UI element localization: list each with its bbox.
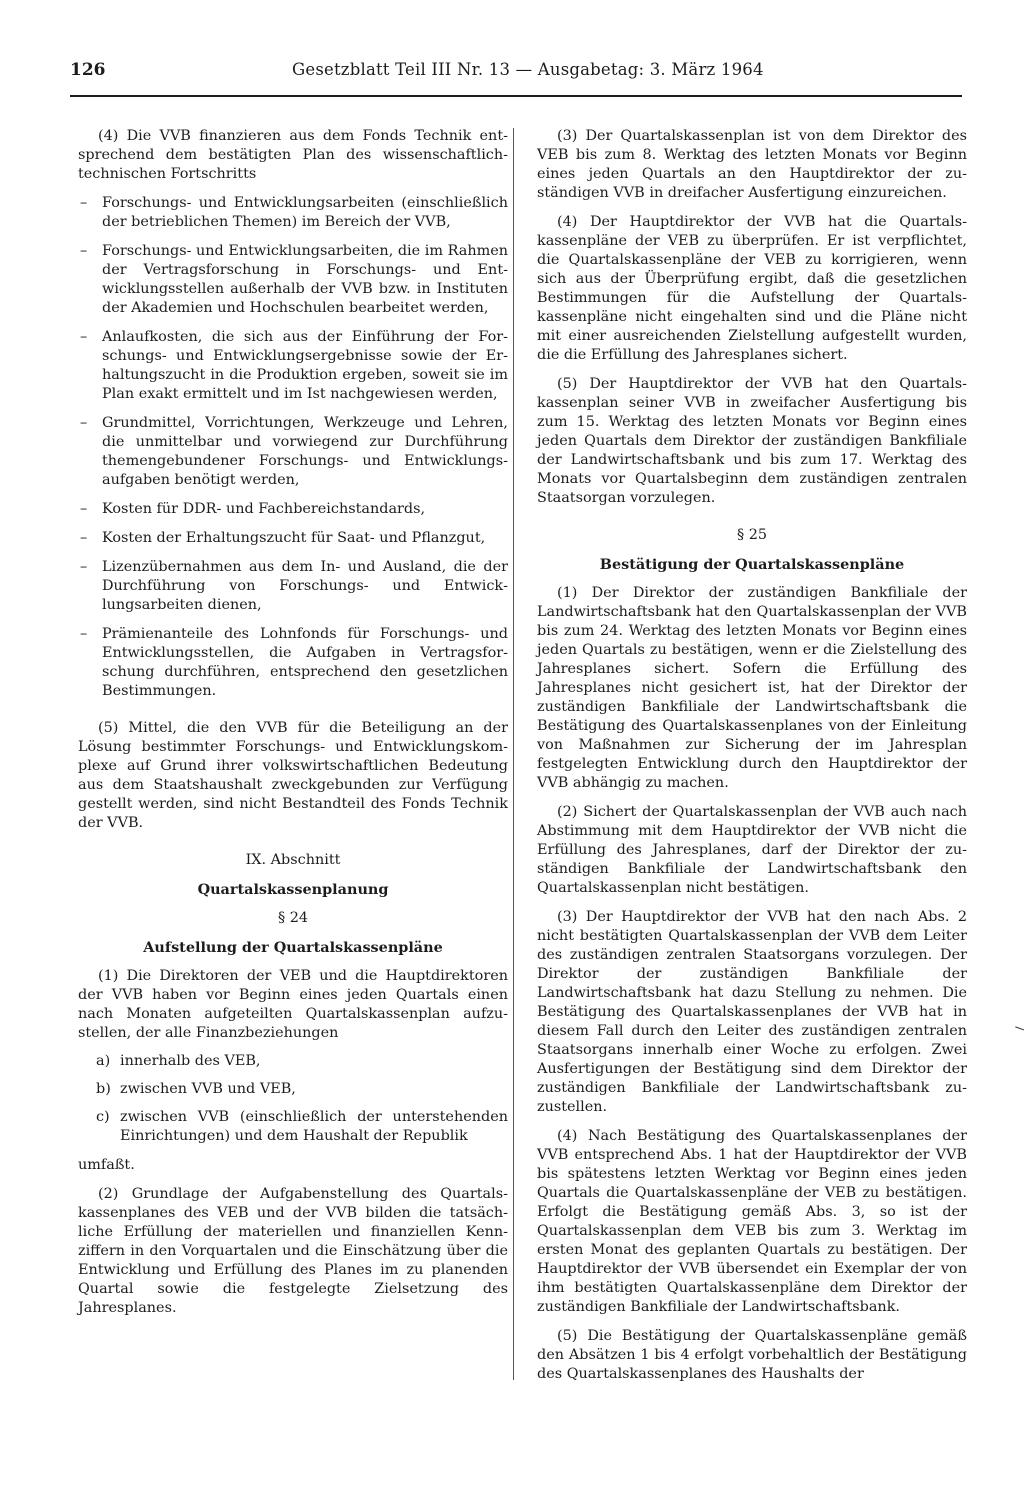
list-item <box>78 328 508 404</box>
paragraph-sign-25: § 25 <box>736 527 768 543</box>
item-text: zwischen VVB und VEB, <box>120 1081 296 1097</box>
paragraph-5: (5) Mittel, die den VVB für die Beteiligung an der Lösung bestimmter Forschungs- und Entwicklungskomplexe auf Grund ihrer volkswirtschaftlichen Bedeutung aus dem Staatshaushalt zweckgebunden zur Verfügung gestellt werden, sind nicht Bestandteil des Fonds Technik der VVB. <box>78 720 508 831</box>
section-heading: IX. Abschnitt <box>245 852 341 868</box>
paragraph-25-2: (2) Sichert der Quartalskassenplan der VVB auch nach Abstimmung mit dem Hauptdirektor der VVB nicht die Erfüllung des Jahresplanes, darf der Direktor der zuständigen Bankfiliale der Landwirtschaftsbank den Quartalskassenplan nicht bestätigen. <box>537 804 967 896</box>
paragraph-sign-24: § 24 <box>277 910 309 926</box>
column-divider <box>513 128 514 1380</box>
paragraph-25-4: (4) Nach Bestätigung des Quartalskassenplanes der VVB entsprechend Abs. 1 hat der Hauptdirektor der VVB bis spätestens letzten Werktag vor Beginn eines jeden Quartals die Quartalskassenpläne der VEB zu bestätigen. Erfolgt die Bestätigung gemäß Abs. 3, so ist der Quartalskassenplan dem VEB bis zum 3. Werktag im ersten Monat des geplanten Quartals zu bestätigen. Der Hauptdirektor der VVB übersendet ein Exemplar der von ihm bestätigten Quartalskassenpläne dem Direktor der zuständigen Bankfiliale der Landwirtschaftsbank. <box>537 1128 967 1315</box>
list-item-text: Kosten der Erhaltungszucht für Saat- und Pflanzgut, <box>102 530 486 546</box>
paragraph-25-3: (3) Der Hauptdirektor der VVB hat den nach Abs. 2 nicht bestätigten Quartalskassenplan der VVB dem Leiter des zuständigen zentralen Staatsorgans vorzulegen. Der Direktor der zuständigen Bankfiliale der Landwirtschaftsbank hat dazu Stellung zu nehmen. Die Bestätigung des Quartalskassenplanes der VVB hat in diesem Fall durch den Leiter des zuständigen zentralen Staatsorgans innerhalb einer Woche zu erfolgen. Zwei Ausfertigungen der Bestätigung sind dem Direktor der zuständigen Bankfiliale der Landwirtschaftsbank zuzustellen. <box>537 909 967 1115</box>
item-text: zwischen VVB (einschließlich der unterstehenden Einrichtungen) und dem Haushalt der Republik <box>120 1109 508 1144</box>
paragraph-25-1: (1) Der Direktor der zuständigen Bankfiliale der Landwirtschaftsbank hat den Quartalskassenplan der VVB bis zum 24. Werktag des letzten Monats vor Beginn eines jeden Quartals zu bestätigen, wenn er die Zielstellung des Jahresplanes sichert. Sofern die Erfüllung des Jahresplanes nicht gesichert ist, hat der Direktor der zuständigen Bankfiliale der Landwirtschaftsbank die Bestätigung des Quartalskassenplanes von der Einleitung von Maßnahmen zur Sicherung der im Jahresplan festgelegten Entwicklung durch den Hauptdirektor der VVB abhängig zu machen. <box>537 585 967 791</box>
item-label: a) <box>96 1053 111 1069</box>
paragraph-24-2: (2) Grundlage der Aufgabenstellung des Quartalskassenplanes des VEB und der VVB bilden die tatsächliche Erfüllung der materiellen und finanziellen Kennziffern in den Vorquartalen und die Einschätzung über die Entwicklung und Erfüllung des Planes im zu planenden Quartal sowie die festgelegte Zielsetzung des Jahresplanes. <box>78 1186 508 1316</box>
dash-mark: – <box>80 195 88 211</box>
margin-mark <box>1015 1026 1024 1030</box>
paragraph-24-4: (4) Der Hauptdirektor der VVB hat die Quartalskassenpläne der VEB zu überprüfen. Er ist verpflichtet, die Quartalskassenpläne der VEB zu korrigieren, wenn sich aus der Überprüfung ergibt, daß die gesetzlichen Bestimmungen für die Aufstellung der Quartalskassenpläne nicht eingehalten sind und die Pläne nicht mit einer ausreichenden Zielstellung aufgestellt wurden, die die Erfüllung des Jahresplanes sichert. <box>537 214 967 363</box>
list-item <box>78 529 508 548</box>
page-number: 126 <box>70 60 106 80</box>
item-text: innerhalb des VEB, <box>120 1053 261 1069</box>
list-item <box>78 500 508 519</box>
list-item-text: Kosten für DDR- und Fachbereichstandards, <box>102 501 426 517</box>
dash-mark: – <box>80 243 88 259</box>
paragraph-closing: umfaßt. <box>78 1157 135 1173</box>
paragraph-25-title: Bestätigung der Quartalskassenpläne <box>599 556 905 573</box>
paragraph-24-title: Aufstellung der Quartalskassenpläne <box>143 939 443 956</box>
list-item <box>78 414 508 490</box>
left-column <box>78 127 508 1318</box>
page-header <box>70 60 962 86</box>
list-item-text: Lizenzübernahmen aus dem In- und Ausland, die der Durchführung von Forschungs- und Entwicklungsarbeiten dienen, <box>102 559 508 613</box>
list-item <box>78 242 508 318</box>
list-item-text: Forschungs- und Entwicklungsarbeiten, die im Rahmen der Vertragsforschung in Forschungs- und Entwicklungsstellen außerhalb der VVB bzw. in Instituten der Akademien und Hochschulen bearbeitet werden, <box>102 243 509 316</box>
paragraph-25-5: (5) Die Bestätigung der Quartalskassenpläne gemäß den Absätzen 1 bis 4 erfolgt vorbehaltlich der Bestätigung des Quartalskassenplanes des Haushalts der <box>537 1328 967 1382</box>
item-label: c) <box>96 1109 110 1125</box>
paragraph-24-5: (5) Der Hauptdirektor der VVB hat den Quartalskassenplan seiner VVB in zweifacher Ausfertigung bis zum 15. Werktag des letzten Monats vor Beginn eines jeden Quartals dem Direktor der zuständigen Bankfiliale der Landwirtschaftsbank und bis zum 17. Werktag des Monats vor Quartalsbeginn dem zuständigen zentralen Staatsorgan vorzulegen. <box>537 376 967 506</box>
list-item <box>78 194 508 232</box>
list-item-text: Grundmittel, Vorrichtungen, Werkzeuge und Lehren, die unmittelbar und vorwiegend zur Durchführung themengebundener Forschungs- und Entwicklungsaufgaben benötigt werden, <box>102 415 508 488</box>
list-item-text: Forschungs- und Entwicklungsarbeiten (einschließlich der betrieblichen Themen) im Bereich der VVB, <box>102 195 508 230</box>
paragraph-24-1: (1) Die Direktoren der VEB und die Hauptdirektoren der VVB haben vor Beginn eines jeden Quartals einen nach Monaten aufgeteilten Quartalskassenplan aufzustellen, der alle Finanzbeziehungen <box>78 968 508 1041</box>
list-item-text: Anlaufkosten, die sich aus der Einführung der Forschungs- und Entwicklungsergebnisse sowie der Erhaltungszucht in die Produktion ergeben, soweit sie im Plan exakt ermittelt und im Ist nachgewiesen werden, <box>102 329 508 402</box>
dash-mark: – <box>80 501 88 517</box>
list-item <box>96 1052 508 1071</box>
section-title: Quartalskassenplanung <box>197 881 389 898</box>
list-item-text: Prämienanteile des Lohnfonds für Forschungs- und Entwicklungsstellen, die Aufgaben in Vertragsforschung durchführen, entsprechend den gesetzlichen Bestimmungen. <box>102 626 508 699</box>
dash-mark: – <box>80 530 88 546</box>
paragraph-24-3: (3) Der Quartalskassenplan ist von dem Direktor des VEB bis zum 8. Werktag des letzten Monats vor Beginn eines jeden Quartals an den Hauptdirektor der zuständigen VVB in dreifacher Ausfertigung einzureichen. <box>537 128 967 201</box>
list-item <box>96 1108 508 1146</box>
list-item <box>78 625 508 701</box>
list-item <box>96 1080 508 1099</box>
header-rule <box>70 95 962 97</box>
dash-mark: – <box>80 559 88 575</box>
running-title: Gesetzblatt Teil III Nr. 13 — Ausgabetag: 3. März 1964 <box>292 60 764 79</box>
right-column <box>537 127 967 1384</box>
item-label: b) <box>96 1081 111 1097</box>
list-item <box>78 558 508 615</box>
dash-mark: – <box>80 626 88 642</box>
paragraph-4: (4) Die VVB finanzieren aus dem Fonds Technik entsprechend dem bestätigten Plan des wissenschaftlich-technischen Fortschritts <box>78 128 508 182</box>
dash-mark: – <box>80 329 88 345</box>
dash-mark: – <box>80 415 88 431</box>
